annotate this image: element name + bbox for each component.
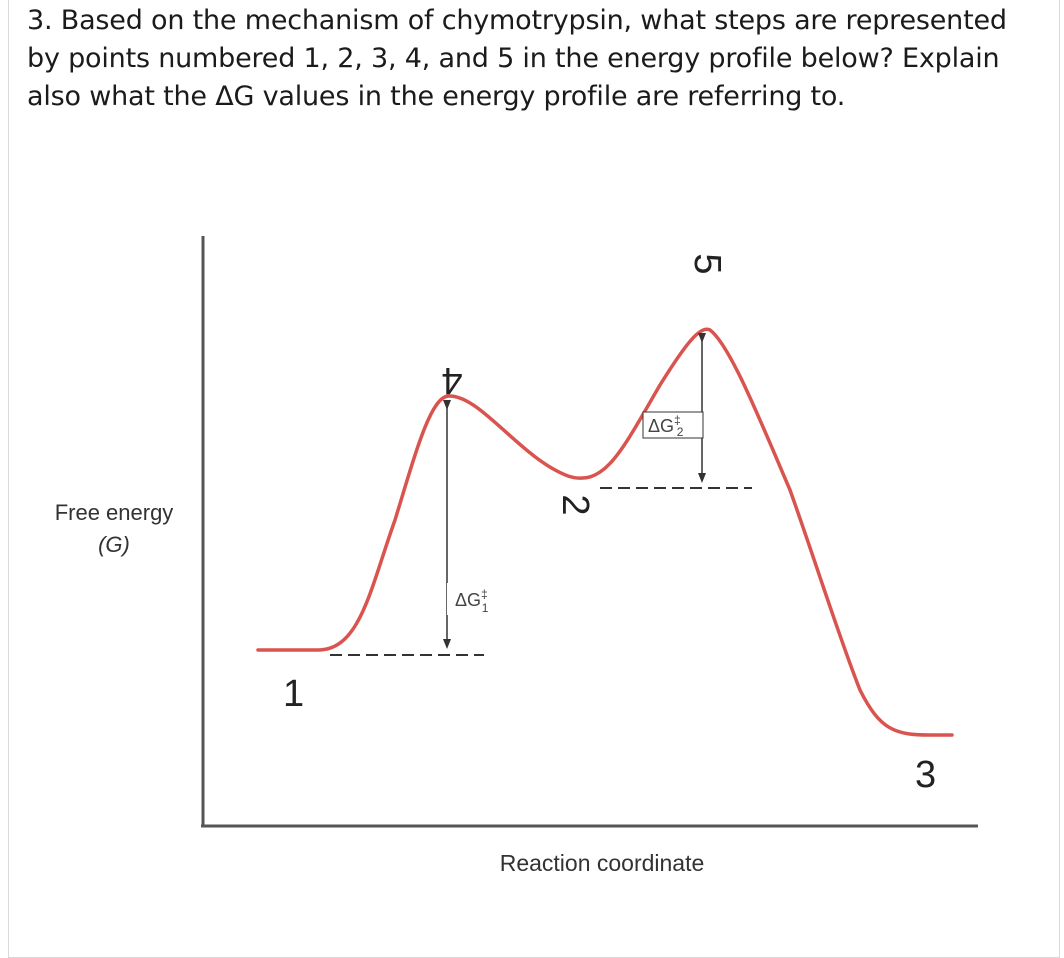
point-2-label: 2 <box>554 494 596 516</box>
point-1-label: 1 <box>283 673 305 715</box>
delta-g1-label: ΔG‡ 1 <box>455 587 489 615</box>
point-5-label: 5 <box>686 253 728 275</box>
point-3-label: 3 <box>915 754 937 796</box>
delta-g2-label: ΔG‡ 2 <box>648 413 684 439</box>
question-text: 3. Based on the mechanism of chymotrypsin, what steps are represented by points numbered 1, 2, 3, 4, and 5 in the energy profile below? Explain also what the ΔG values in the energy profile are referring to. <box>27 5 1007 112</box>
energy-curve <box>258 329 952 735</box>
x-axis-label: Reaction coordinate <box>499 850 705 876</box>
point-4-label: 4 <box>441 359 463 401</box>
y-axis-label: Free energy <box>54 500 174 525</box>
y-axis-label-symbol: (G) <box>98 532 130 557</box>
